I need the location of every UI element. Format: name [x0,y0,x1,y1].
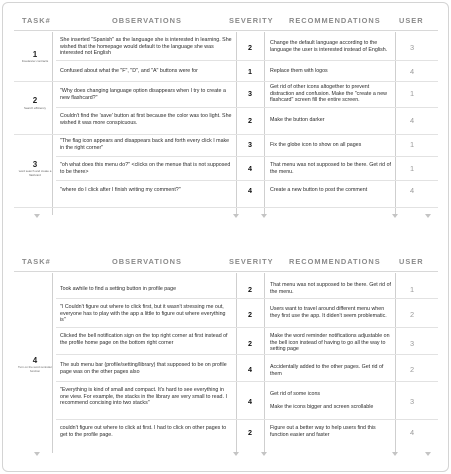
arrow-down-icon [261,214,267,218]
observation-text: She inserted "Spanish" as the language she is interested in learning. She wished that the homepage would default to the language she was interested not English [60,37,232,57]
arrow-down-icon [34,214,40,218]
header-task: TASK# [22,257,51,266]
observation-text: "Why does changing language option disappears when I try to create a new flashcard?" [60,88,226,101]
user-value: 1 [409,285,415,294]
user-value: 4 [409,116,415,125]
row-rule [56,298,438,299]
severity-value: 3 [248,140,252,149]
col-divider [236,273,237,453]
severity-value: 2 [248,428,252,437]
recommendation-text: Fix the globe icon to show on all pages [270,142,362,148]
row-rule [56,156,438,157]
user-value: 4 [409,67,415,76]
task-number: 4 [32,356,38,365]
recommendation-text: Create a new button to post the comment [270,187,368,193]
severity-value: 4 [248,186,252,195]
row-rule [56,107,438,108]
header-rule-top [14,30,438,31]
severity-value: 2 [248,285,252,294]
row-rule [56,354,438,355]
row-rule [56,180,438,181]
header-rule-bottom [14,271,438,272]
recommendation-text: That menu was not supposed to be there. Get rid of the menu. [270,162,392,175]
arrow-down-icon [425,452,431,456]
user-value: 2 [409,310,415,319]
user-value: 3 [409,339,415,348]
task-number: 3 [32,160,38,169]
severity-value: 2 [248,310,252,319]
severity-value: 4 [248,365,252,374]
recommendation-text: Accidentally added to the other pages. Get rid of them [270,364,384,377]
severity-value: 4 [248,397,252,406]
group-rule [14,207,438,208]
arrow-down-icon [261,452,267,456]
header-user: USER [399,257,424,266]
arrow-down-icon [233,214,239,218]
arrow-down-icon [392,452,398,456]
task-description: Turn on the word reminder function [18,365,52,373]
user-value: 3 [409,43,415,52]
task-description: word search and create a flashcard [18,169,52,177]
observation-text: Clicked the bell notification sign on the top right corner at first instead of the profile home page on the bottom right corner [60,333,228,346]
recommendation-text: That menu was not supposed to be there. Get rid of the menu. [270,282,392,295]
severity-value: 2 [248,43,252,52]
header-user: USER [399,16,424,25]
recommendation-text: Make the button darker [270,117,325,123]
severity-value: 2 [248,339,252,348]
observation-text: "Everything is kind of small and compact. It's hard to see everything in one view. For example, the stacks in the library are very small to read. I recommend concising into two stacks" [60,387,227,407]
header-observations: OBSERVATIONS [112,257,182,266]
user-value: 3 [409,397,415,406]
severity-value: 3 [248,89,252,98]
observation-text: couldn't figure out where to click at first. I had to click on other pages to get to the profile page. [60,425,227,438]
col-divider [264,273,265,453]
header-observations: OBSERVATIONS [112,16,182,25]
recommendation-text: Replace them with logos [270,68,328,74]
observation-text: "I Couldn't figure out where to click first, but it wasn't stressing me out, everyone has to play with the app a little to figure out where everything is" [60,304,226,324]
observation-text: Confused about what the "F", "D", and "A" buttons were for [60,68,198,74]
observation-text: "The flag icon appears and disappears back and forth every click I make in the right corner" [60,138,230,151]
severity-value: 2 [248,116,252,125]
observation-text: The sub menu bar (profile/setting/library) that supposed to be on profile page was on the other pages also [60,362,227,375]
observation-text: Took awhile to find a setting button in profile page [60,286,177,292]
arrow-down-icon [34,452,40,456]
observation-text: "where do I click after I finish writing my comment?" [60,187,181,193]
header-recommendations: RECOMMENDATIONS [289,16,381,25]
col-divider [395,273,396,453]
user-value: 2 [409,365,415,374]
user-value: 4 [409,428,415,437]
header-recommendations: RECOMMENDATIONS [289,257,381,266]
recommendation-text: Users want to travel around different menu when they first use the app. It diden't seem problematic. [270,306,387,319]
recommendation-text: Make the word reminder notifications adjustable on the bell icon instead of having to go all the way to setting page [270,333,390,353]
severity-value: 4 [248,164,252,173]
group-rule [14,81,438,82]
row-rule [56,381,438,382]
group-rule [14,134,438,135]
header-severity: SEVERITY [229,16,274,25]
user-value: 1 [409,140,415,149]
header-severity: SEVERITY [229,257,274,266]
task-number: 1 [32,50,38,59]
recommendation-text: Get rid of other icons altogether to prevent distraction and confusion. Make the "create a new flashcard" screen fill the entire screen. [270,84,388,104]
arrow-down-icon [392,214,398,218]
user-value: 4 [409,186,415,195]
task-description: Search efficiency [24,106,46,110]
row-rule [56,327,438,328]
row-rule [56,419,438,420]
recommendation-text: Figure out a better way to help users find this function easier and faster [270,425,376,438]
recommendation-text: Change the default language according to the language the user is interested instead of English. [270,40,388,53]
observation-text: Couldn't find the 'save' button at first because the color was too light. She wished it was more conspicuous. [60,113,232,126]
row-rule [56,60,438,61]
observation-text: "oh what does this menu do?" <clicks on the menue that is not supposed to be there> [60,162,231,175]
severity-value: 1 [248,67,252,76]
arrow-down-icon [425,214,431,218]
task-number: 2 [32,96,38,105]
recommendation-text: Get rid of some icons Make the icons bigger and screen scrollable [270,391,374,411]
arrow-down-icon [233,452,239,456]
task-description: Freelancer contracts [21,59,49,63]
user-value: 1 [409,89,415,98]
user-value: 1 [409,164,415,173]
header-task: TASK# [22,16,51,25]
